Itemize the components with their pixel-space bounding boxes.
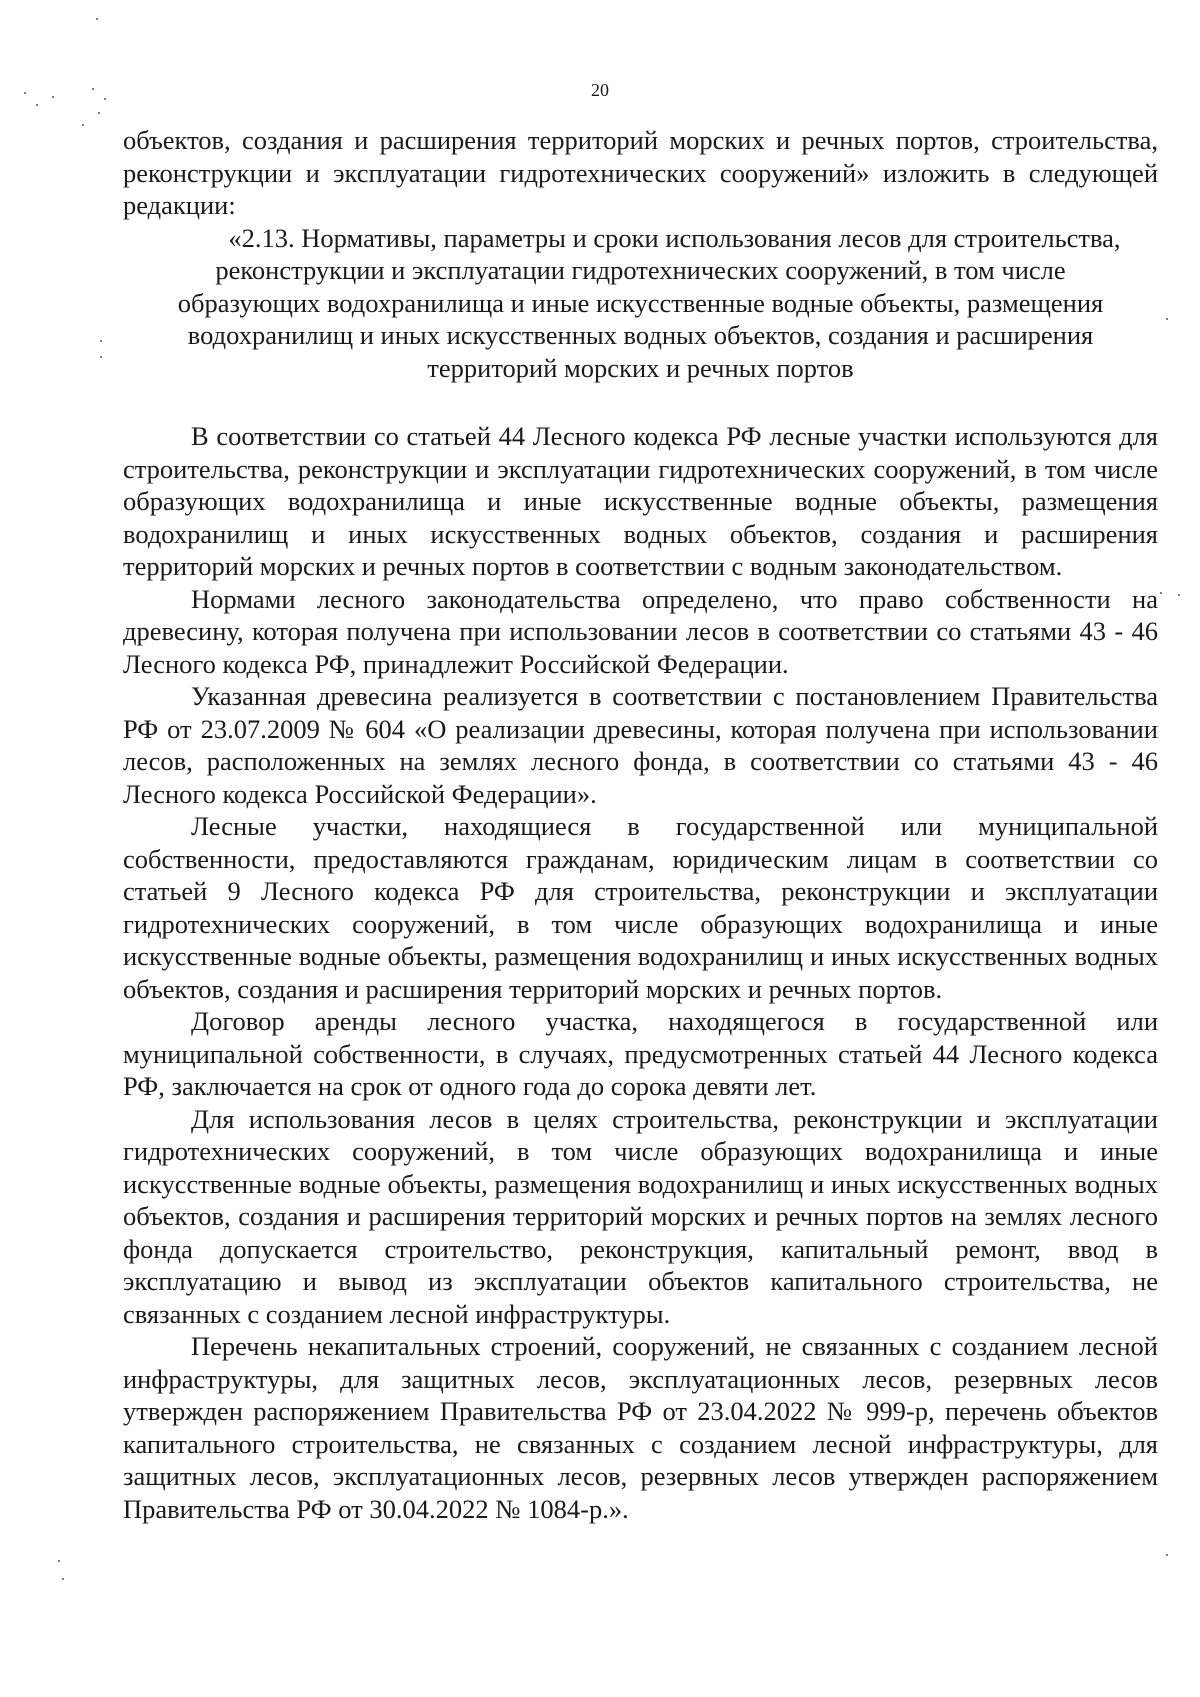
scan-speck [52, 96, 54, 98]
spacer [123, 384, 1158, 420]
document-body [123, 124, 1158, 1525]
body-paragraph: В соответствии со статьей 44 Лесного кодекса РФ лесные участки используются для строительства, реконструкции и эксплуатации гидротехнических сооружений, в том числе образующих водохранилища и иные искусственные водные объекты, размещения водохранилищ и иных искусственных водных объектов, создания и расширения территорий морских и речных портов в соответствии с водным законодательством. [123, 421, 1158, 581]
body-paragraph: Для использования лесов в целях строительства, реконструкции и эксплуатации гидротехнических сооружений, в том числе образующих водохранилища и иные искусственные водные объекты, размещения водохранилищ и иных искусственных водных объектов, создания и расширения территорий морских и речных портов на землях лесного фонда допускается строительство, реконструкция, капитальный ремонт, ввод в эксплуатацию и вывод из эксплуатации объектов капитального строительства, не связанных с созданием лесной инфраструктуры. [123, 1103, 1158, 1329]
scan-speck [98, 112, 100, 114]
scan-speck [104, 98, 106, 100]
scan-speck [100, 356, 102, 358]
section-heading [123, 222, 1158, 385]
heading-line: реконструкции и эксплуатации гидротехнических сооружений, в том числе [215, 255, 1066, 285]
scan-speck [62, 1578, 64, 1580]
scan-speck [1160, 592, 1162, 594]
body-paragraph: Лесные участки, находящиеся в государственной или муниципальной собственности, предоставляются гражданам, юридическим лицам в соответствии со статьей 9 Лесного кодекса РФ для строительства, реконструкции и эксплуатации гидротехнических сооружений, в том числе образующих водохранилища и иные искусственные водные объекты, размещения водохранилищ и иных искусственных водных объектов, создания и расширения территорий морских и речных портов. [123, 811, 1158, 1004]
scan-speck [1166, 1554, 1168, 1556]
scan-speck [58, 1560, 60, 1562]
scan-speck [100, 340, 102, 342]
scan-speck [24, 92, 26, 94]
scan-speck [82, 124, 84, 126]
body-paragraph: Нормами лесного законодательства определено, что право собственности на древесину, которая получена при использовании лесов в соответствии со статьями 43 - 46 Лесного кодекса РФ, принадлежит Российской Федерации. [123, 583, 1158, 679]
heading-line: водохранилищ и иных искусственных водных объектов, создания и расширения [187, 320, 1094, 350]
heading-line: территорий морских и речных портов [427, 352, 854, 383]
body-paragraph: Указанная древесина реализуется в соответствии с постановлением Правительства РФ от 23.07.2009 № 604 «О реализации древесины, которая получена при использовании лесов, расположенных на землях лесного фонда, в соответствии со статьями 43 - 46 Лесного кодекса Российской Федерации». [123, 681, 1158, 809]
heading-line: «2.13. Нормативы, параметры и сроки использования лесов для строительства, [228, 222, 1121, 253]
lead-paragraph: объектов, создания и расширения территорий морских и речных портов, строительства, реконструкции и эксплуатации гидротехнических сооружений» изложить в следующей редакции: [123, 125, 1158, 220]
scan-speck [92, 88, 94, 90]
body-paragraph: Договор аренды лесного участка, находящегося в государственной или муниципальной собственности, в случаях, предусмотренных статьей 44 Лесного кодекса РФ, заключается на срок от одного года до сорока девяти лет. [123, 1006, 1158, 1101]
scan-speck [36, 104, 38, 106]
scan-speck [96, 18, 98, 20]
heading-line: образующих водохранилища и иные искусственные водные объекты, размещения [177, 287, 1104, 318]
body-paragraph: Перечень некапитальных строений, сооружений, не связанных с созданием лесной инфраструктуры, для защитных лесов, эксплуатационных лесов, резервных лесов утвержден распоряжением Правительства РФ от 23.04.2022 № 999-р, перечень объектов капитального строительства, не связанных с созданием лесной инфраструктуры, для защитных лесов, эксплуатационных лесов, резервных лесов утвержден распоряжением Правительства РФ от 30.04.2022 № 1084-р.». [123, 1331, 1158, 1524]
scan-speck [1178, 594, 1180, 596]
scan-speck [1166, 318, 1168, 320]
page-number: 20 [591, 80, 609, 100]
